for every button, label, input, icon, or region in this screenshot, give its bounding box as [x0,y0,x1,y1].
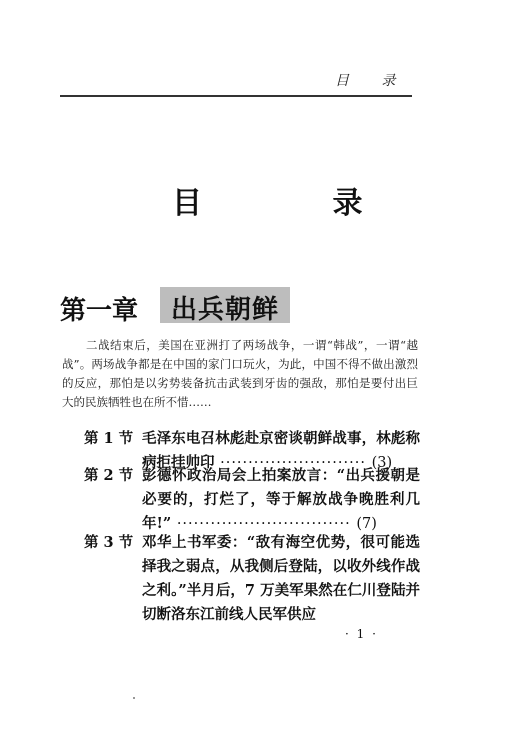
section-page-number: (3) [371,455,393,471]
header-rule [60,95,412,97]
section-text: 毛泽东电召林彪赴京密谈朝鲜战事，林彪称病拒挂帅印 [142,430,420,471]
section-title [142,531,420,627]
chapter-name-highlight [160,287,290,323]
section-number: 第 2 节 [84,467,134,484]
chapter-name: 出兵朝鲜 [170,295,279,325]
scan-speck [133,697,135,699]
section-text: 彭德怀政治局会上拍案放言：“出兵援朝是必要的，打烂了，等于解放战争晚胜利几年!” [142,467,420,532]
page-title: 目 录 [172,186,423,221]
dot-leader: ······························· [171,516,357,532]
section-title [142,464,420,536]
section-number: 第 3 节 [84,534,134,551]
section-number: 第 1 节 [84,430,134,447]
section-text: 邓华上书军委：“敌有海空优势，很可能选择我之弱点，从我侧后登陆，以收外线作战之利。”半月后，7 万美军果然在仁川登陆并切断洛东江前线人民军供应 [142,534,420,623]
dot-leader: ·························· [214,455,372,471]
chapter-number: 第一章 [60,296,139,326]
running-header: 目 录 [335,73,410,89]
section-page-number: (7) [356,516,377,532]
page-folio: · 1 · [345,627,378,641]
chapter-intro: 二战结束后，美国在亚洲打了两场战争，一谓“韩战”，一谓“越战”。两场战争都是在中国的家门口玩火，为此，中国不得不做出激烈的反应，那怕是以劣势装备抗击武装到牙齿的强敌，那怕是要付出巨大的民族牺牲也在所不惜…… [62,338,418,409]
